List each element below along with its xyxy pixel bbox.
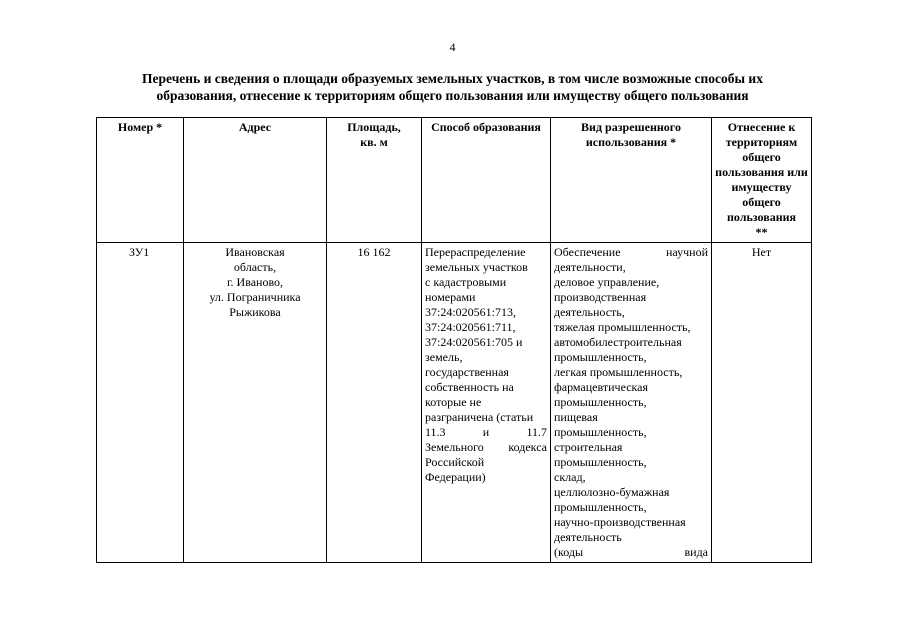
cell-text-line: промышленность, [554, 395, 647, 409]
header-use-line: использования * [585, 135, 677, 149]
address-line: г. Иваново, [226, 275, 284, 289]
header-use-line: Вид разрешенного [581, 120, 681, 134]
cell-text-line: земель, [425, 350, 463, 364]
address-line: Рыжикова [229, 305, 281, 319]
cell-text-line: собственность на [425, 380, 514, 394]
cell-text-line: которые не [425, 395, 482, 409]
cell-text-line: промышленность, [554, 350, 647, 364]
header-address: Адрес [184, 118, 327, 243]
cell-permitted-use [551, 243, 712, 563]
header-relation-line: Отнесение к [727, 120, 796, 134]
land-plots-table [96, 117, 812, 563]
cell-text-line: разграничена (статьи [425, 410, 534, 424]
page-number: 4 [449, 40, 456, 54]
cell-text-line: (коды вида [554, 545, 708, 559]
header-area [327, 118, 422, 243]
header-permitted-use [551, 118, 712, 243]
cell-text-line: автомобилестроительная [554, 335, 682, 349]
cell-text-line: склад, [554, 470, 586, 484]
cell-text-line: земельных участков [425, 260, 528, 274]
address-line: ул. Пограничника [209, 290, 301, 304]
cell-text-line: Федерации) [425, 470, 486, 484]
cell-text-line: фармацевтическая [554, 380, 649, 394]
header-relation-line: пользования или [715, 165, 808, 179]
header-area-line: Площадь, [347, 120, 401, 134]
cell-text-line: 37:24:020561:705 и [425, 335, 523, 349]
cell-text-line: тяжелая промышленность, [554, 320, 691, 334]
address-line: область, [233, 260, 277, 274]
cell-text-line: государственная [425, 365, 509, 379]
cell-text-line: промышленность, [554, 455, 647, 469]
cell-text-line: деятельность [554, 530, 622, 544]
cell-text-line: деловое управление, [554, 275, 660, 289]
cell-text-line: Перераспределение [425, 245, 526, 259]
cell-text-line: Российской [425, 455, 485, 469]
cell-text-line: деятельность, [554, 305, 625, 319]
cell-text-line: с кадастровыми [425, 275, 507, 289]
cell-text-line: номерами [425, 290, 476, 304]
cell-text-line: строительная [554, 440, 623, 454]
cell-text-line: производственная [554, 290, 647, 304]
cell-text-line: промышленность, [554, 425, 647, 439]
cell-text-line: Обеспечение научной [554, 245, 708, 259]
cell-text-line: целлюлозно-бумажная [554, 485, 670, 499]
cell-text-line: научно-производственная [554, 515, 686, 529]
header-number: Номер * [97, 118, 184, 243]
header-relation-line: имуществу [731, 180, 792, 194]
cell-text-line: 37:24:020561:711, [425, 320, 516, 334]
cell-text-line: Земельного кодекса [425, 440, 547, 454]
header-relation-line: общего [742, 195, 781, 209]
header-relation-line: территориям [725, 135, 798, 149]
cell-text-line: деятельности, [554, 260, 626, 274]
address-line: Ивановская [225, 245, 285, 259]
cell-text-line: 37:24:020561:713, [425, 305, 517, 319]
header-method: Способ образования [422, 118, 551, 243]
cell-area: 16 162 [327, 243, 422, 563]
cell-address [184, 243, 327, 563]
table-row [97, 243, 812, 563]
cell-text-line: промышленность, [554, 500, 647, 514]
cell-text-line: легкая промышленность, [554, 365, 683, 379]
cell-number: ЗУ1 [97, 243, 184, 563]
cell-text-line: 11.3 и 11.7 [425, 425, 547, 439]
document-title [60, 70, 845, 104]
header-relation-line: общего [742, 150, 781, 164]
header-relation-line: пользования [726, 210, 797, 224]
cell-text-line: пищевая [554, 410, 598, 424]
cell-method [422, 243, 551, 563]
document-title-line-2: образования, отнесение к территориям общего пользования или имуществу общего пользования [156, 88, 749, 103]
header-area-line: кв. м [360, 135, 388, 149]
header-relation [712, 118, 812, 243]
header-relation-line: ** [755, 225, 768, 239]
document-title-line-1: Перечень и сведения о площади образуемых земельных участков, в том числе возможные способы их [142, 71, 763, 86]
table-header-row [97, 118, 812, 243]
cell-relation: Нет [712, 243, 812, 563]
